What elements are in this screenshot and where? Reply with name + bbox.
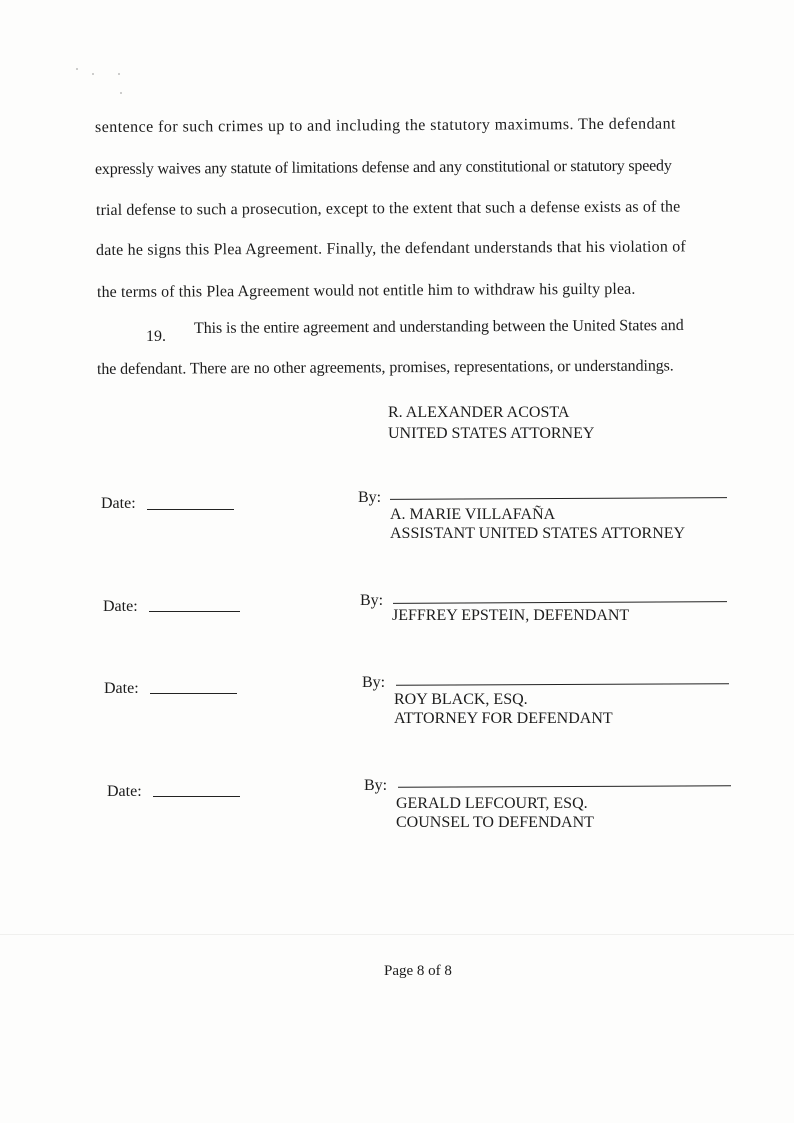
by-label: By: [360, 592, 384, 609]
body-line: trial defense to such a prosecution, except to the extent that such a defense exists as of the [95, 198, 681, 219]
body-line: the defendant. There are no other agreements, promises, representations, or understandings. [96, 357, 674, 378]
date-label: Date: [107, 783, 142, 800]
signature-line [390, 497, 727, 500]
body-line: This is the entire agreement and understanding between the United States and [193, 317, 684, 337]
scan-speck [120, 92, 122, 94]
scan-speck [92, 73, 94, 75]
signer-name: GERALD LEFCOURT, ESQ. [396, 795, 588, 812]
by-label: By: [362, 674, 386, 691]
date-line [149, 611, 240, 612]
signature-line [396, 683, 729, 685]
date-label: Date: [101, 495, 136, 512]
signer-name: ROY BLACK, ESQ. [394, 691, 528, 708]
scan-speck [76, 68, 78, 70]
signer-title: ASSISTANT UNITED STATES ATTORNEY [390, 525, 686, 542]
signer-name: A. MARIE VILLAFAÑA [390, 506, 556, 523]
signature-line [393, 601, 727, 604]
signature-line [398, 785, 731, 787]
page-number: Page 8 of 8 [384, 963, 452, 979]
body-line: sentence for such crimes up to and including the statutory maximums. The defendant [94, 115, 676, 136]
signer-title: ATTORNEY FOR DEFENDANT [394, 710, 613, 727]
by-label: By: [364, 777, 388, 794]
attorney-name: R. ALEXANDER ACOSTA [388, 404, 570, 421]
date-line [153, 796, 240, 797]
date-label: Date: [103, 598, 138, 615]
date-line [150, 693, 237, 694]
scan-artifact-line [0, 934, 794, 935]
body-line: expressly waives any statute of limitations defense and any constitutional or statutory speedy [94, 157, 672, 178]
body-line: date he signs this Plea Agreement. Finally, the defendant understands that his violation of [95, 238, 686, 259]
date-line [147, 509, 234, 510]
scan-speck [118, 73, 120, 75]
signer-name: JEFFREY EPSTEIN, DEFENDANT [392, 607, 630, 624]
signer-title: COUNSEL TO DEFENDANT [396, 814, 594, 831]
attorney-title: UNITED STATES ATTORNEY [388, 425, 595, 442]
date-label: Date: [104, 680, 139, 697]
by-label: By: [358, 489, 382, 506]
paragraph-number: 19. [146, 328, 166, 345]
body-line: the terms of this Plea Agreement would not entitle him to withdraw his guilty plea. [96, 280, 636, 301]
